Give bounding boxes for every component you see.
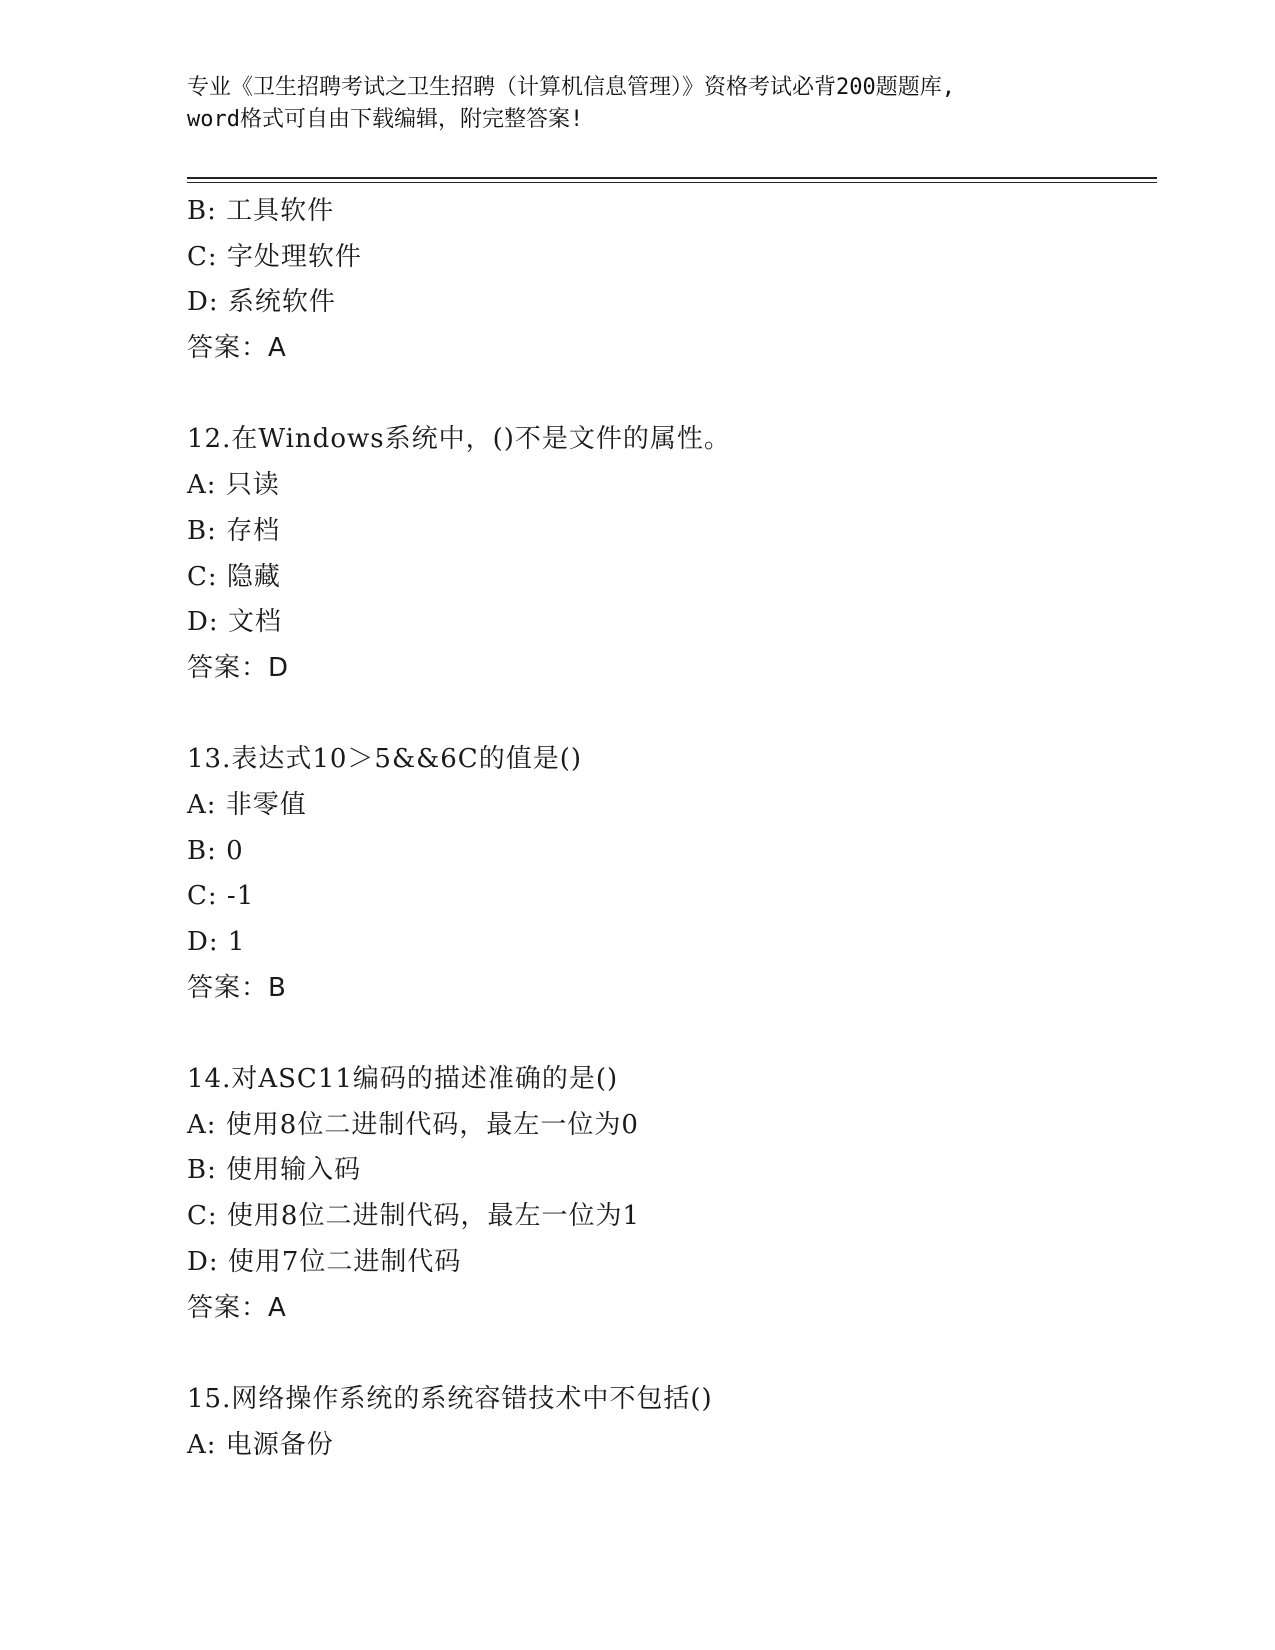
option-c: C: -1 (187, 881, 255, 912)
header-line-2: word格式可自由下载编辑，附完整答案! (187, 107, 584, 132)
document-header (187, 72, 1107, 136)
option-d: D: 1 (187, 927, 246, 957)
option-d: D: 使用7位二进制代码 (187, 1246, 462, 1277)
block-spacer (187, 372, 1147, 418)
question-text: 14.对ASC11编码的描述准确的是() (187, 1064, 619, 1095)
option-b: B: 0 (187, 835, 244, 866)
header-divider-thin (187, 182, 1157, 183)
block-spacer (187, 1011, 1147, 1057)
option-d: D: 系统软件 (187, 287, 336, 318)
option-a: A: 使用8位二进制代码，最左一位为0 (187, 1109, 639, 1140)
option-a: A: 只读 (187, 470, 280, 501)
question-block-12 (187, 417, 1147, 737)
block-spacer (187, 692, 1147, 738)
answer-line: 答案：A (187, 333, 287, 364)
answer-line: 答案：B (187, 972, 287, 1003)
question-block-14 (187, 1057, 1147, 1377)
header-divider-thick (187, 177, 1157, 179)
option-b: B: 存档 (187, 515, 281, 546)
question-block-11 (187, 189, 1147, 417)
option-a: A: 电源备份 (187, 1429, 334, 1460)
header-line-1: 专业《卫生招聘考试之卫生招聘（计算机信息管理）》资格考试必背200题题库, (187, 75, 955, 100)
answer-line: 答案：A (187, 1292, 287, 1323)
question-block-15 (187, 1377, 1147, 1468)
question-text: 13.表达式10＞5&&6C的值是() (187, 744, 582, 775)
block-spacer (187, 1331, 1147, 1377)
question-block-13 (187, 737, 1147, 1057)
option-c: C: 隐藏 (187, 561, 281, 592)
answer-line: 答案：D (187, 652, 290, 683)
option-d: D: 文档 (187, 607, 282, 638)
question-text: 12.在Windows系统中，()不是文件的属性。 (187, 424, 731, 455)
option-a: A: 非零值 (187, 789, 307, 820)
option-c: C: 使用8位二进制代码，最左一位为1 (187, 1201, 641, 1232)
option-b: B: 工具软件 (187, 196, 335, 226)
option-c: C: 字处理软件 (187, 241, 362, 272)
question-text: 15.网络操作系统的系统容错技术中不包括() (187, 1383, 713, 1414)
question-list (187, 189, 1147, 1468)
option-b: B: 使用输入码 (187, 1155, 362, 1186)
